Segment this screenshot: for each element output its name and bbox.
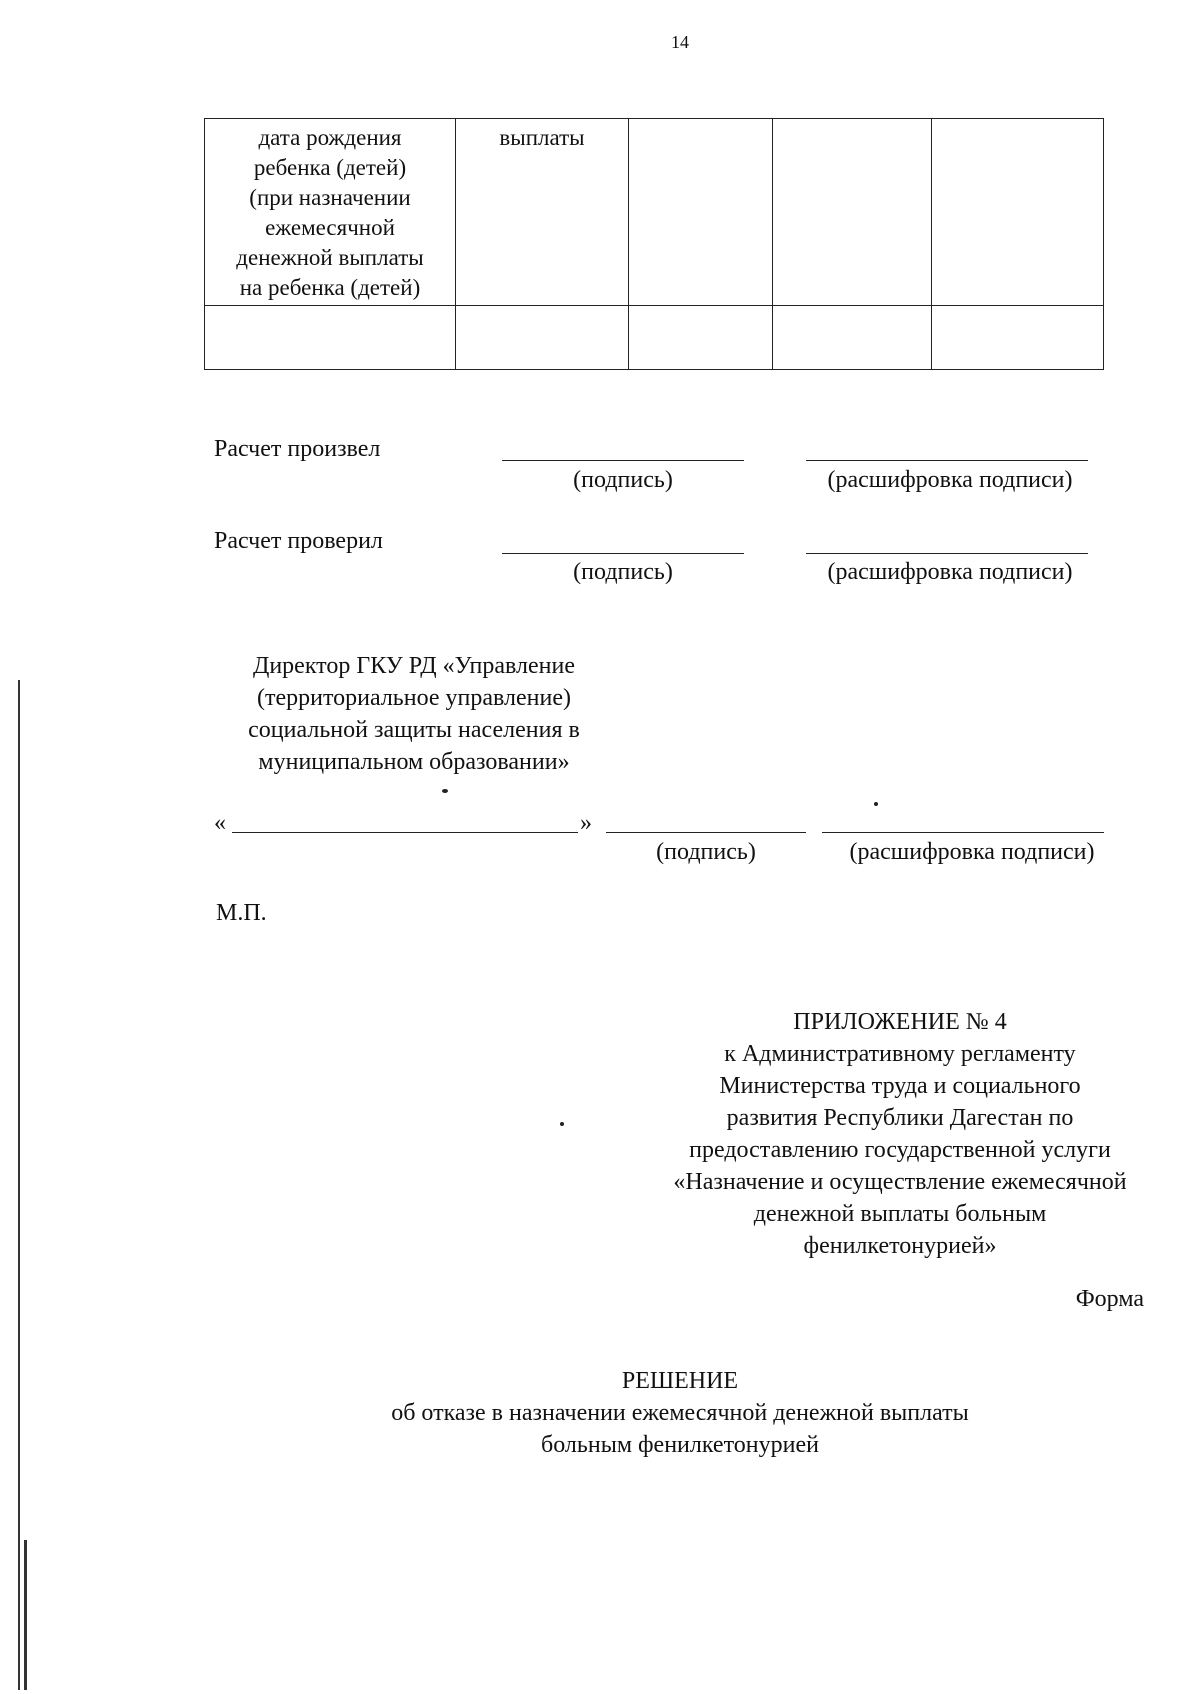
table-cell-empty — [932, 119, 1104, 306]
scan-speck — [874, 802, 878, 806]
director-line: муниципальном образовании» — [258, 749, 570, 775]
quote-open: « — [214, 810, 226, 836]
appendix-line: денежной выплаты больным — [753, 1201, 1047, 1227]
calculation-table — [204, 118, 1104, 370]
cell-line: на ребенка (детей) — [239, 275, 421, 300]
appendix-line: развития Республики Дагестан по — [726, 1105, 1074, 1131]
table-row — [205, 305, 1104, 369]
director-title — [214, 650, 614, 778]
signature-caption: (подпись) — [656, 839, 756, 865]
cell-line: ежемесячной — [265, 215, 395, 240]
appendix-line: Министерства труда и социального — [719, 1073, 1081, 1099]
decode-line — [822, 832, 1104, 833]
decode-caption: (расшифровка подписи) — [827, 559, 1073, 585]
table-cell-empty — [629, 119, 773, 306]
table-cell-birthdate — [205, 119, 456, 306]
decision-title: РЕШЕНИЕ — [621, 1368, 739, 1394]
table-cell-empty — [773, 119, 932, 306]
cell-line: (при назначении — [249, 185, 411, 210]
decode-line — [806, 553, 1088, 554]
decision-heading — [0, 1365, 1200, 1461]
scan-edge-line — [18, 680, 20, 1690]
table-cell-empty — [456, 305, 629, 369]
appendix-line: ПРИЛОЖЕНИЕ № 4 — [793, 1009, 1007, 1035]
decode-caption: (расшифровка подписи) — [849, 839, 1095, 865]
table-row — [205, 119, 1104, 306]
decode-line — [806, 460, 1088, 461]
stamp-place-label: М.П. — [216, 900, 267, 926]
signature-line — [502, 553, 744, 554]
cell-line: ребенка (детей) — [253, 155, 407, 180]
decision-subtitle-line: об отказе в назначении ежемесячной денежной выплаты — [391, 1400, 969, 1426]
decision-subtitle-line: больным фенилкетонурией — [541, 1432, 819, 1458]
table-cell-empty — [932, 305, 1104, 369]
director-line: социальной защиты населения в — [248, 717, 580, 743]
date-line — [232, 832, 578, 833]
director-line: (территориальное управление) — [256, 685, 572, 711]
quote-close: » — [580, 810, 592, 836]
scan-edge-line — [24, 1540, 27, 1690]
signature-caption: (подпись) — [573, 467, 673, 493]
appendix-line: фенилкетонурией» — [803, 1233, 997, 1259]
cell-line: дата рождения — [258, 125, 402, 150]
signature-line — [502, 460, 744, 461]
scan-speck — [442, 789, 448, 793]
appendix-line: «Назначение и осуществление ежемесячной — [673, 1169, 1127, 1195]
cell-line: выплаты — [499, 125, 585, 150]
signature-caption: (подпись) — [573, 559, 673, 585]
table-cell-payment — [456, 119, 629, 306]
calc-made-label: Расчет произвел — [214, 436, 381, 462]
table-cell-empty — [773, 305, 932, 369]
form-label: Форма — [1075, 1286, 1144, 1312]
signature-line — [606, 832, 806, 833]
table-cell-empty — [205, 305, 456, 369]
calc-checked-label: Расчет проверил — [214, 528, 383, 554]
appendix-line: к Административному регламенту — [724, 1041, 1076, 1067]
decode-caption: (расшифровка подписи) — [827, 467, 1073, 493]
cell-line: денежной выплаты — [236, 245, 424, 270]
scan-speck — [560, 1122, 564, 1126]
page-number: 14 — [671, 32, 689, 52]
table-cell-empty — [629, 305, 773, 369]
appendix-block — [600, 1006, 1200, 1262]
director-line: Директор ГКУ РД «Управление — [252, 653, 576, 679]
appendix-line: предоставлению государственной услуги — [689, 1137, 1111, 1163]
